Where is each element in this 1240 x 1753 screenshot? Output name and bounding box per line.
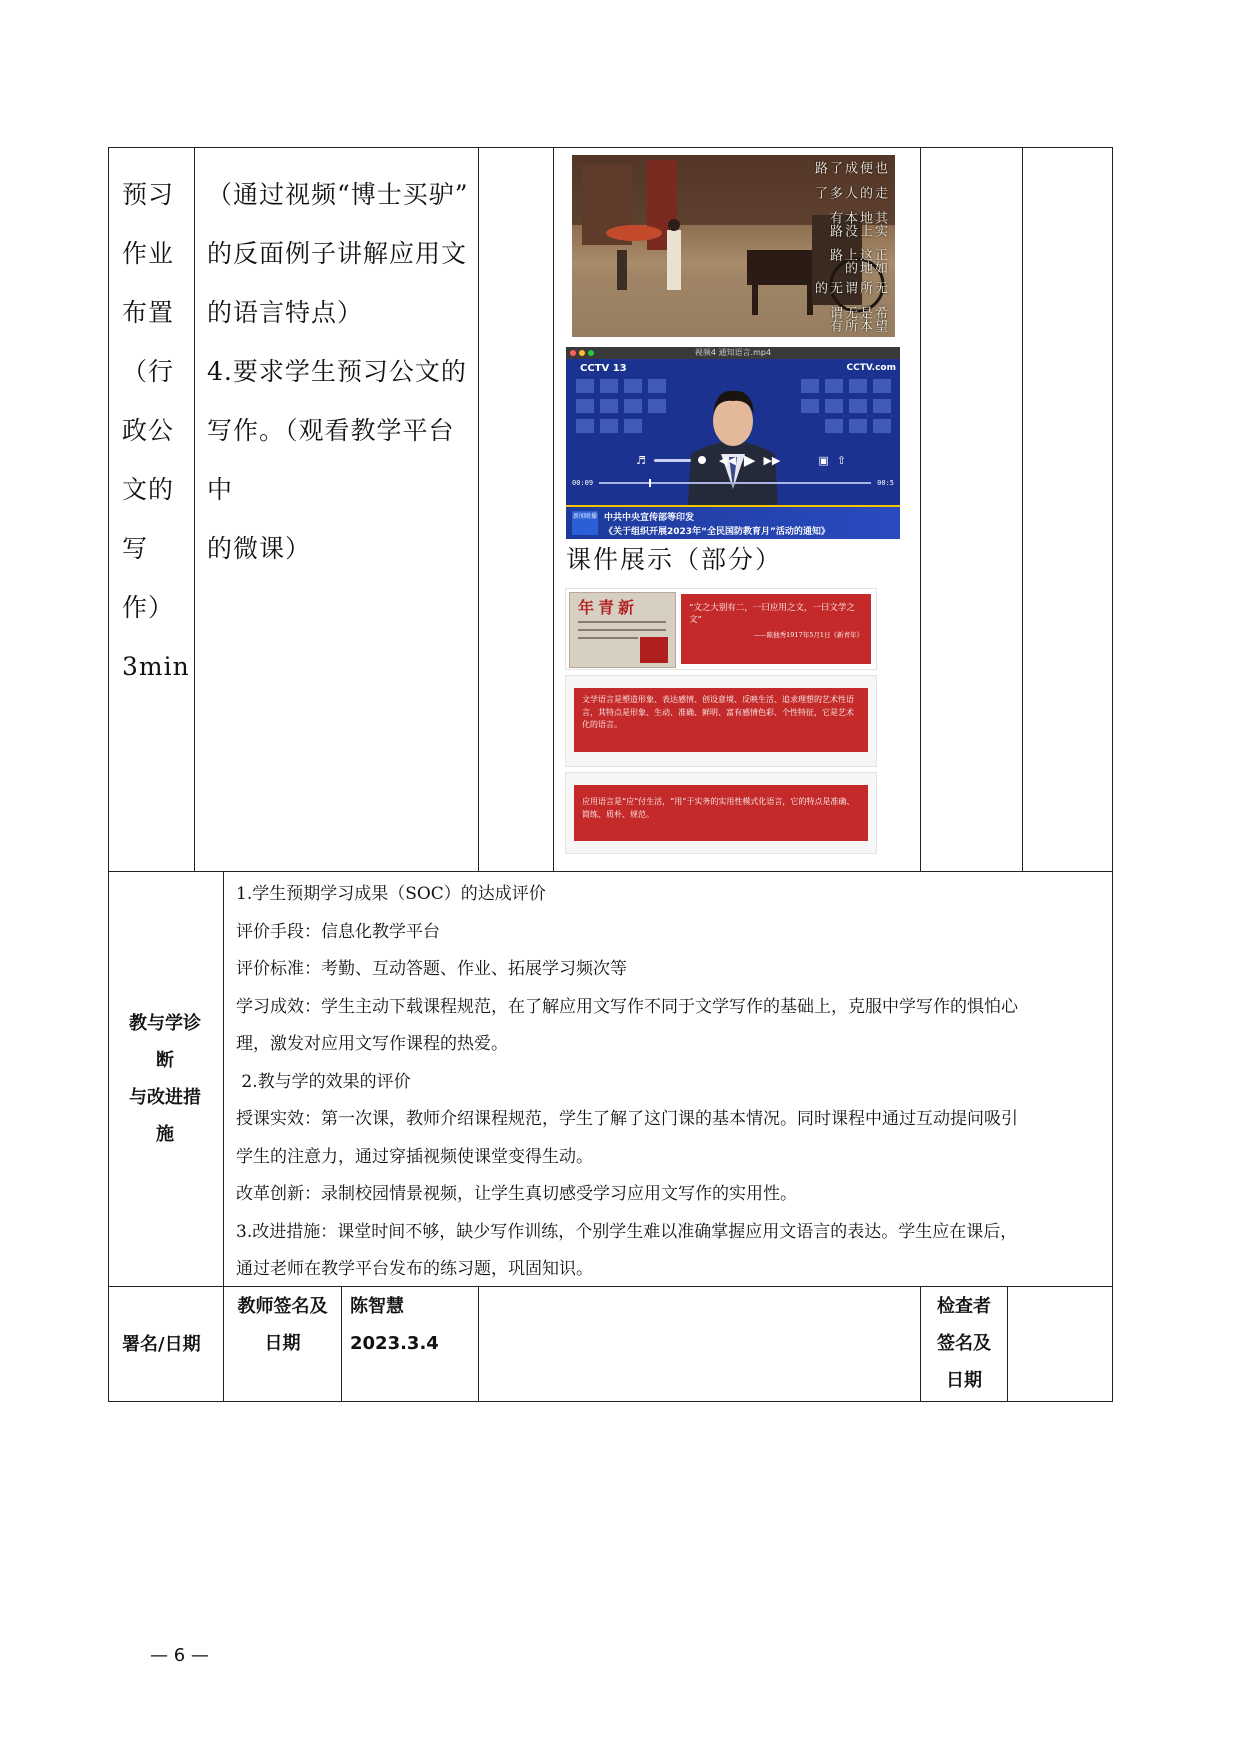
col-divider: [920, 1286, 921, 1402]
ticker-badge: 新闻联播: [572, 511, 598, 535]
slide-text: 文学语言是塑造形象、表达感情、创设意境、反映生活、追求理想的艺术性语言，其特点是形象、生动、准确、鲜明、富有感情色彩、个性特征，它是艺术化的语言。: [582, 695, 854, 729]
col-divider: [223, 871, 224, 1286]
description-line: 4.要求学生预习公文的: [207, 357, 467, 386]
courseware-slide-3: [565, 772, 877, 854]
checker-sign-label-line: 日期: [946, 1370, 982, 1391]
diagnosis-line: 授课实效：第一次课，教师介绍课程规范，学生了解了这门课的基本情况。同时课程中通过互动提问吸引: [236, 1109, 1018, 1129]
ticker-line-2: 《关于组织开展2023年“全民国防教育月”活动的通知》: [604, 527, 830, 537]
activity-label-line: 布置: [122, 298, 175, 327]
magazine-cover-thumbnail: [569, 592, 676, 668]
magazine-masthead: 年青新: [578, 598, 639, 617]
col-divider: [341, 1286, 342, 1402]
diagnosis-line: 理，激发对应用文写作课程的热爱。: [236, 1034, 508, 1054]
rewind-button[interactable]: ◀◀: [718, 453, 736, 467]
window-controls: [570, 350, 594, 356]
teacher-sign-label: [230, 1288, 335, 1362]
calligraphy-line: 正如这地上的路: [827, 248, 887, 275]
slide-text-banner: [574, 785, 868, 841]
diagnosis-title-line: 教与学诊: [129, 1013, 201, 1034]
courseware-slide-2: [565, 675, 877, 767]
share-icon[interactable]: ⇧: [836, 453, 846, 467]
checker-sign-label-line: 检查者: [937, 1296, 991, 1317]
diagnosis-line: 2.教与学的效果的评价: [236, 1071, 411, 1092]
col-divider: [194, 147, 195, 871]
activity-label-line: （行: [122, 357, 175, 386]
diagnosis-line: 评价标准：考勤、互动答题、作业、拓展学习频次等: [236, 959, 627, 979]
activity-label-line: 写作）: [122, 534, 175, 622]
diagnosis-line: 评价手段：信息化教学平台: [236, 921, 440, 942]
volume-icon[interactable]: ♬: [636, 453, 646, 467]
time-remaining: 00:5: [877, 479, 894, 487]
slide-quote-source: ——陈独秀1917年5月1日《新青年》: [753, 631, 863, 639]
diagnosis-line: 学生的注意力，通过穿插视频使课堂变得生动。: [236, 1146, 593, 1167]
activity-label: [122, 165, 190, 696]
channel-logo: CCTV 13: [580, 363, 627, 374]
description-line: 的语言特点）: [207, 298, 364, 327]
activity-label-line: 作业: [122, 239, 175, 268]
ticker-line-1: 中共中央宣传部等印发: [604, 513, 695, 523]
col-divider: [478, 1286, 479, 1402]
diagnosis-body: [236, 876, 1106, 1289]
description-line: 写作。（观看教学平台中: [207, 416, 455, 504]
description-line: 的微课）: [207, 534, 312, 563]
row-divider: [108, 871, 1113, 872]
col-divider: [920, 147, 921, 871]
description-line: （通过视频“博士买驴”: [207, 180, 469, 209]
diagnosis-title-line: 施: [156, 1124, 174, 1145]
slide-text-banner: [574, 688, 868, 752]
calligraphy-line: 走的人多了: [812, 186, 887, 200]
activity-label-line: 文的: [122, 475, 175, 504]
activity-label-line: 3min: [122, 652, 190, 681]
player-window-title: 视频4 通知语言.mp4: [694, 348, 772, 357]
diagnosis-title-line: 与改进措: [129, 1087, 201, 1108]
checker-sign-label-line: 签名及: [937, 1333, 991, 1354]
video-still-street-scene: [572, 155, 895, 337]
diagnosis-title-line: 断: [156, 1050, 174, 1071]
sign-date: 2023.3.4: [350, 1333, 439, 1354]
description-line: 的反面例子讲解应用文: [207, 239, 468, 268]
news-ticker: [566, 505, 900, 539]
courseware-caption: 课件展示（部分）: [566, 545, 783, 574]
col-divider: [553, 147, 554, 871]
calligraphy-overlay: [812, 161, 887, 337]
page-number: — 6 —: [150, 1645, 209, 1666]
calligraphy-line: 无所谓无的: [812, 281, 887, 295]
checker-sign-label: [922, 1288, 1006, 1399]
fast-forward-button[interactable]: ▶▶: [763, 453, 781, 467]
diagnosis-line: 3.改进措施：课堂时间不够，缺少写作训练，个别学生难以准确掌握应用文语言的表达。学生应在课后，: [236, 1221, 1018, 1242]
player-title-bar: [566, 347, 900, 359]
diagnosis-title: [120, 1005, 210, 1153]
player-controls: [636, 451, 846, 469]
col-divider: [1007, 1286, 1008, 1402]
activity-description: [207, 165, 479, 578]
calligraphy-line: 希望是本无所谓有: [827, 306, 887, 333]
diagnosis-line: 通过老师在教学平台发布的练习题，巩固知识。: [236, 1259, 593, 1279]
slide-quote-banner: [681, 594, 871, 664]
player-timeline: [572, 477, 894, 489]
slide-quote: “文之大别有二，一曰应用之文，一曰文学之文”: [689, 603, 855, 625]
timeline-scrubber[interactable]: [599, 482, 871, 484]
teacher-name: 陈智慧: [350, 1296, 404, 1317]
volume-slider[interactable]: [654, 459, 691, 462]
col-divider: [223, 1286, 224, 1402]
diagnosis-line: 1.学生预期学习成果（SOC）的达成评价: [236, 884, 546, 904]
time-elapsed: 00:09: [572, 479, 594, 487]
calligraphy-line: 也便成了路: [812, 161, 887, 175]
teacher-sign-label-line: 教师签名及: [237, 1296, 328, 1317]
corner-logo: CCTV.com: [846, 363, 896, 373]
calligraphy-line: 其实地上本没有路: [827, 211, 887, 238]
activity-label-line: 预习: [122, 180, 175, 209]
close-window-icon[interactable]: [570, 350, 576, 356]
slide-text: 应用语言是“应”付生活，“用”于实务的实用性模式化语言，它的特点是准确、简练、质朴、规范。: [582, 797, 855, 819]
play-button[interactable]: ▶: [743, 451, 756, 469]
diagnosis-line: 学习成效：学生主动下载课程规范，在了解应用文写作不同于文学写作的基础上，克服中学写作的惧怕心: [236, 996, 1018, 1017]
diagnosis-line: 改革创新：录制校园情景视频，让学生真切感受学习应用文写作的实用性。: [236, 1184, 797, 1204]
col-divider: [1022, 147, 1023, 871]
minimize-window-icon[interactable]: [579, 350, 585, 356]
courseware-slide-1: [565, 588, 877, 670]
maximize-window-icon[interactable]: [588, 350, 594, 356]
teacher-sign-label-line: 日期: [264, 1333, 301, 1354]
video-player-news[interactable]: [566, 347, 900, 539]
signature-label: 署名/日期: [122, 1334, 201, 1355]
pip-icon[interactable]: ▣: [818, 453, 829, 467]
activity-label-line: 政公: [122, 416, 175, 445]
